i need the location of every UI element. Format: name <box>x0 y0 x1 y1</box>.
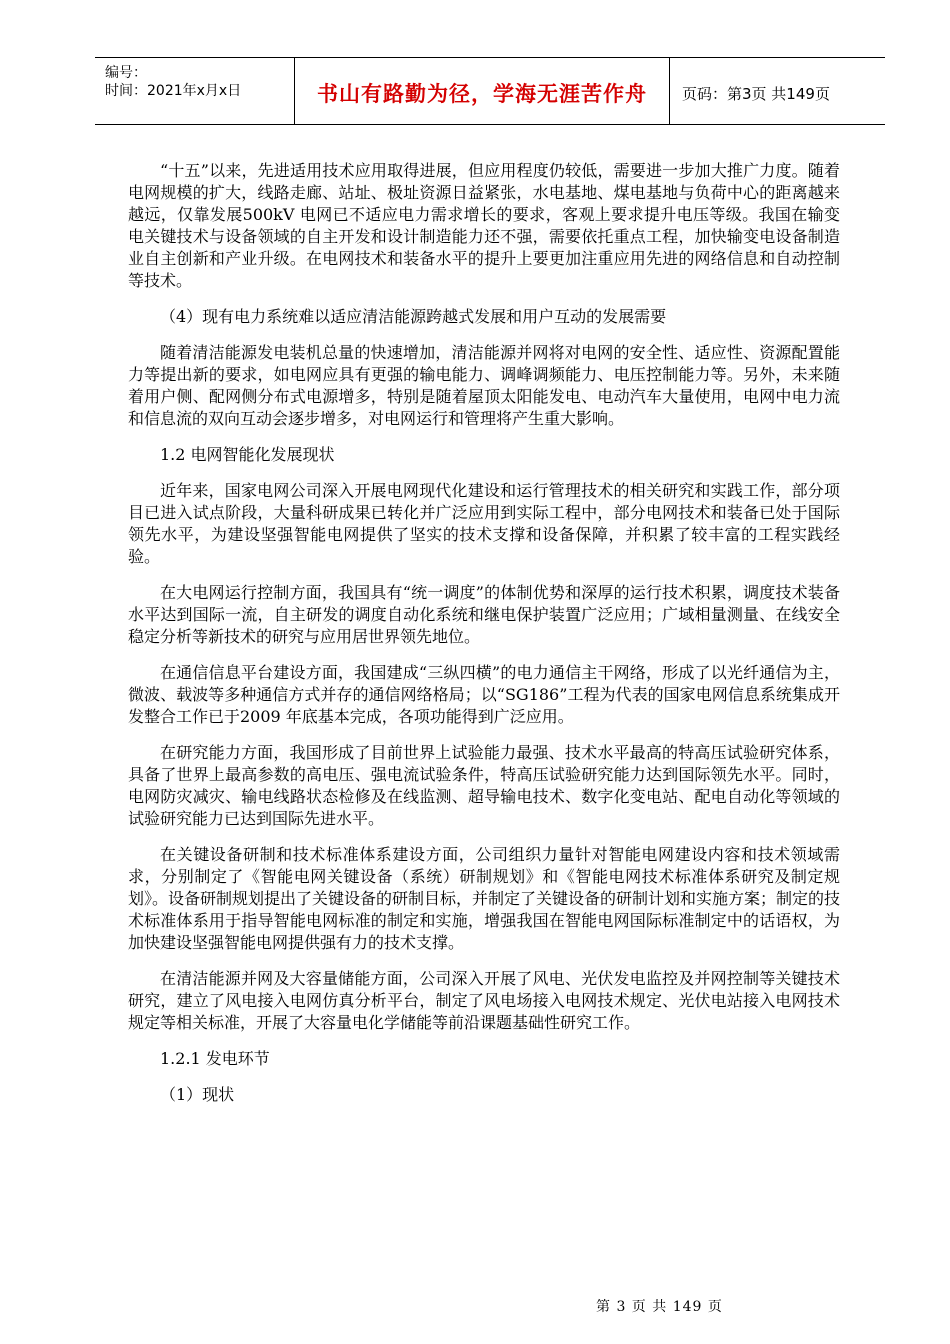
section-heading-1-2: 1.2 电网智能化发展现状 <box>160 445 335 464</box>
paragraph-7: 在关键设备研制和技术标准体系建设方面，公司组织力量针对智能电网建设内容和技术领域需求，分别制定了《智能电网关键设备（系统）研制规划》和《智能电网技术标准体系研究及制定规划》。设备研制规划提出了关键设备的研制目标，并制定了关键设备的研制计划和实施方案；制定的技术标准体系用于指导智能电网标准的制定和实施，增强我国在智能电网国际标准制定中的话语权，为加快建设坚强智能电网提供强有力的技术支撑。 <box>128 845 841 952</box>
header-motto: 书山有路勤为径，学海无涯苦作舟 <box>317 82 647 106</box>
subsection-heading-1: （1）现状 <box>160 1085 235 1104</box>
paragraph-6: 在研究能力方面，我国形成了目前世界上试验能力最强、技术水平最高的特高压试验研究体系，具备了世界上最高参数的高电压、强电流试验条件，特高压试验研究能力达到国际领先水平。同时，电网防灾减灾、输电线路状态检修及在线监测、超导输电技术、数字化变电站、配电自动化等领域的试验研究能力已达到国际先进水平。 <box>128 743 840 828</box>
page-footer-number: 第 3 页 共 149 页 <box>596 1299 723 1315</box>
paragraph-3: 近年来，国家电网公司深入开展电网现代化建设和运行管理技术的相关研究和实践工作，部分项目已进入试点阶段，大量科研成果已转化并广泛应用到实际工程中，部分电网技术和装备已处于国际领先水平，为建设坚强智能电网提供了坚实的技术支撑和设备保障，并积累了较丰富的工程实践经验。 <box>128 481 840 566</box>
header-page-info: 页码：第3页 共149页 <box>682 85 830 103</box>
section-heading-1-2-1: 1.2.1 发电环节 <box>160 1049 270 1068</box>
header-motto-cell <box>295 58 670 125</box>
paragraph-5: 在通信信息平台建设方面，我国建成“三纵四横”的电力通信主干网络，形成了以光纤通信为主，微波、载波等多种通信方式并存的通信网络格局；以“SG186”工程为代表的国家电网信息系统集成开发整合工作已于2009 年底基本完成，各项功能得到广泛应用。 <box>128 663 840 726</box>
page-header <box>95 57 885 125</box>
header-page-cell <box>670 58 885 125</box>
paragraph-8: 在清洁能源并网及大容量储能方面，公司深入开展了风电、光伏发电监控及并网控制等关键技术研究，建立了风电接入电网仿真分析平台，制定了风电场接入电网技术规定、光伏电站接入电网技术规定等相关标准，开展了大容量电化学储能等前沿课题基础性研究工作。 <box>128 969 840 1032</box>
document-number-label: 编号： <box>105 65 147 81</box>
paragraph-2: 随着清洁能源发电装机总量的快速增加，清洁能源并网将对电网的安全性、适应性、资源配置能力等提出新的要求，如电网应具有更强的输电能力、调峰调频能力、电压控制能力等。另外，未来随着用户侧、配网侧分布式电源增多，特别是随着屋顶太阳能发电、电动汽车大量使用，电网中电力流和信息流的双向互动会逐步增多，对电网运行和管理将产生重大影响。 <box>128 343 840 428</box>
document-time-label: 时间：2021年x月x日 <box>105 83 242 99</box>
paragraph-1: “十五”以来，先进适用技术应用取得进展，但应用程度仍较低，需要进一步加大推广力度。随着电网规模的扩大，线路走廊、站址、极址资源日益紧张，水电基地、煤电基地与负荷中心的距离越来越远，仅靠发展500kV 电网已不适应电力需求增长的要求，客观上要求提升电压等级。我国在输变电关键技术与设备领域的自主开发和设计制造能力还不强，需要依托重点工程，加快输变电设备制造业自主创新和产业升级。在电网技术和装备水平的提升上要更加注重应用先进的网络信息和自动控制等技术。 <box>128 161 840 290</box>
document-body <box>128 160 840 1120</box>
header-meta-cell <box>95 58 295 125</box>
paragraph-4: 在大电网运行控制方面，我国具有“统一调度”的体制优势和深厚的运行技术积累，调度技术装备水平达到国际一流，自主研发的调度自动化系统和继电保护装置广泛应用；广域相量测量、在线安全稳定分析等新技术的研究与应用居世界领先地位。 <box>128 583 840 646</box>
section-heading-4: （4）现有电力系统难以适应清洁能源跨越式发展和用户互动的发展需要 <box>160 307 667 326</box>
